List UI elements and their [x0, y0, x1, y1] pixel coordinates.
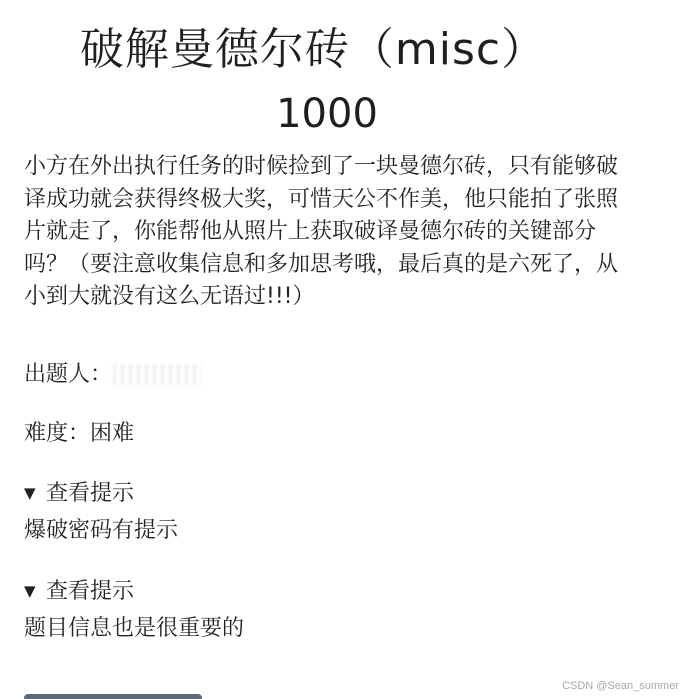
- difficulty-row: [24, 418, 134, 450]
- author-row: [24, 359, 202, 391]
- difficulty-label: 难度：: [24, 421, 91, 446]
- hint-content-2: 题目信息也是很重要的: [24, 616, 245, 641]
- hint-content-1: 爆破密码有提示: [24, 518, 179, 543]
- hint-toggle-1[interactable]: [24, 477, 134, 510]
- caret-down-icon: ▼: [24, 582, 36, 600]
- challenge-description: 小方在外出执行任务的时候捡到了一块曼德尔砖，只有能够破译成功就会获得终极大奖，可惜天公不作美，他只能拍了张照片就走了，你能帮他从照片上获取破译曼德尔砖的关键部分吗？（要注意收集信息和多加思考哦，最后真的是六死了，从小到大就没有这么无语过!!!）: [24, 154, 619, 309]
- challenge-title: 破解曼德尔砖（misc）: [79, 24, 547, 75]
- watermark: CSDN @Sean_summer: [562, 680, 679, 692]
- challenge-score: 1000: [276, 91, 378, 137]
- redacted-author-name: [112, 364, 202, 386]
- hint-toggle-label: 查看提示: [46, 579, 135, 604]
- hint-toggle-label: 查看提示: [46, 481, 135, 506]
- hint-toggle-2[interactable]: [24, 575, 134, 608]
- author-label: 出题人：: [24, 362, 113, 387]
- submit-button-edge[interactable]: [24, 694, 202, 699]
- difficulty-value: 困难: [90, 421, 135, 446]
- caret-down-icon: ▼: [24, 484, 36, 502]
